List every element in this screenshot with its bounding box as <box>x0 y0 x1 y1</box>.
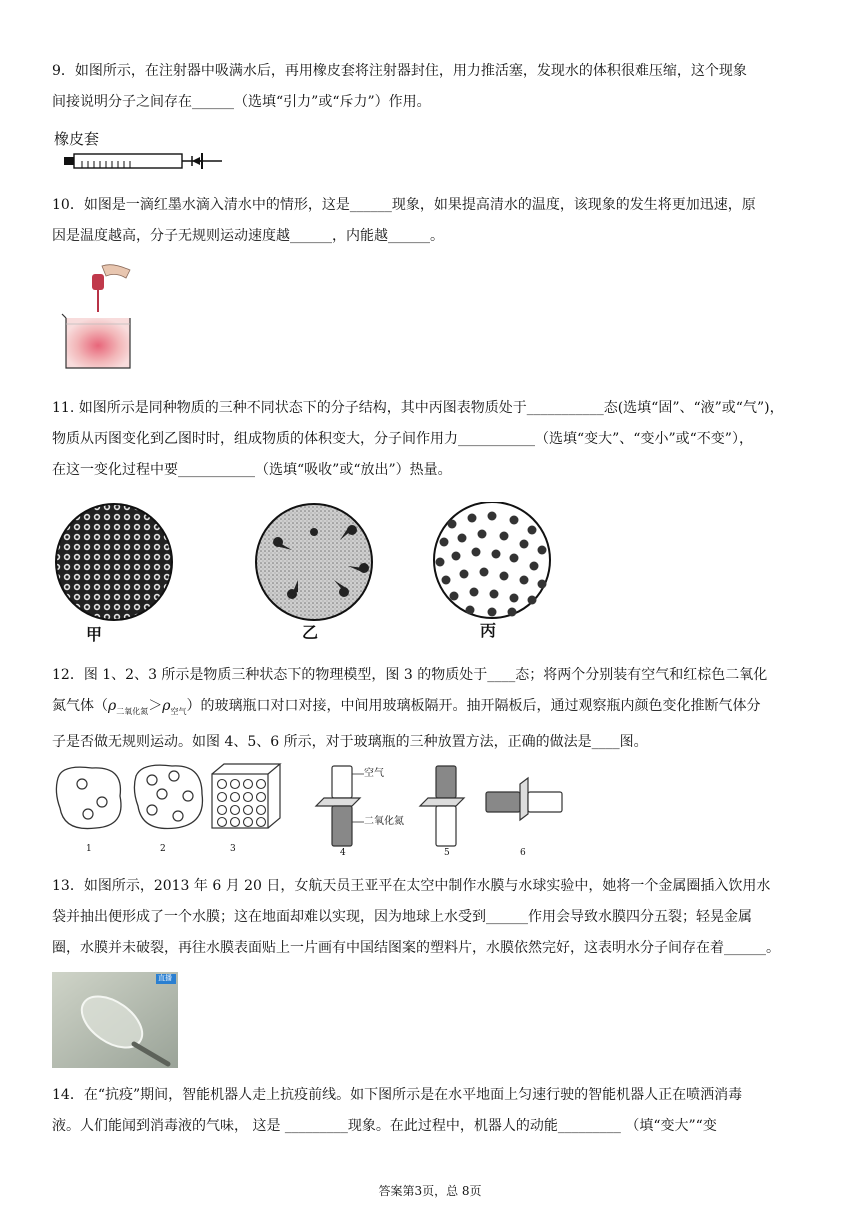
question-10 <box>52 190 812 252</box>
fig-num-5: 5 <box>444 848 450 858</box>
rho-symbol-2: ρ <box>162 698 171 714</box>
q13-line-3: 圈，水膜并未破裂，再往水膜表面贴上一片画有中国结图案的塑料片，水膜依然完好，这表明水分子间存在着______。 <box>52 940 780 956</box>
q13-line-1: 13．如图所示，2013 年 6 月 20 日，女航天员王亚平在太空中制作水膜与水球实验中，她将一个金属圈插入饮用水 <box>52 878 771 894</box>
water-film-photo <box>52 972 178 1068</box>
q12-line-3: 子是否做无规则运动。如图 4、5、6 所示，对于玻璃瓶的三种放置方法，正确的做法是____图。 <box>52 733 648 750</box>
rho-subscript-air: 空气 <box>170 706 187 716</box>
q11-line-3: 在这一变化过程中要___________（选填“吸收”或“放出”）热量。 <box>52 462 452 478</box>
live-badge: 直播 <box>158 974 172 982</box>
q14-line-2: 液。人们能闻到消毒液的气味， 这是 _________现象。在此过程中，机器人的动能_________ （填“变大”“变 <box>52 1118 717 1134</box>
syringe-label: 橡皮套 <box>54 130 100 148</box>
fig-num-6: 6 <box>520 848 526 858</box>
water-film-image <box>52 972 178 1068</box>
state-models-drawing <box>52 760 572 860</box>
q12-line-1: 12．图 1、2、3 所示是物质三种状态下的物理模型，图 3 的物质处于____态；将两个分别装有空气和红棕色二氧化 <box>52 667 768 683</box>
syringe-drawing <box>52 128 222 178</box>
q10-line-1: 10．如图是一滴红墨水滴入清水中的情形，这是______现象，如果提高清水的温度，该现象的发生将更加迅速，原 <box>52 197 756 213</box>
q11-line-2: 物质从丙图变化到乙图时时，组成物质的体积变大，分子间作用力___________（选填“变大”、“变小”或“不变”）， <box>52 431 753 447</box>
fig-num-2: 2 <box>160 844 166 854</box>
molecular-structure-figure <box>52 502 572 642</box>
q10-line-2: 因是温度越高，分子无规则运动速度越______，内能越______。 <box>52 228 444 244</box>
q12-line-2-start: 氮气体（ <box>52 698 108 714</box>
beaker-ink-figure <box>58 260 138 372</box>
q12-line-2-end: ）的玻璃瓶口对口对接，中间用玻璃板隔开。抽开隔板后，通过观察瓶内颜色变化推断气体分 <box>186 698 761 714</box>
state-models-figure <box>52 760 572 860</box>
question-9 <box>52 56 812 118</box>
syringe-figure <box>52 128 222 178</box>
fig-num-4: 4 <box>340 848 346 858</box>
question-13 <box>52 871 812 964</box>
q9-line-1: 9．如图所示，在注射器中吸满水后，再用橡皮套将注射器封住，用力推活塞，发现水的体积很难压缩，这个现象 <box>52 63 747 79</box>
fig-num-1: 1 <box>86 844 92 854</box>
q14-line-1: 14．在“抗疫”期间，智能机器人走上抗疫前线。如下图所示是在水平地面上匀速行驶的智能机器人正在喷洒消毒 <box>52 1087 743 1103</box>
rho-symbol: ρ <box>108 698 117 714</box>
label-yi: 乙 <box>302 623 319 642</box>
label-no2: 二氧化氮 <box>364 816 404 827</box>
question-14 <box>52 1080 812 1142</box>
q9-line-2: 间接说明分子之间存在______（选填“引力”或“斥力”）作用。 <box>52 94 431 110</box>
greater-than: ＞ <box>148 698 163 714</box>
q11-line-1: 11. 如图所示是同种物质的三种不同状态下的分子结构，其中丙图表物质处于___________态(选填“固”、“液”或“气”)， <box>52 400 784 416</box>
question-11 <box>52 393 812 486</box>
label-bing: 丙 <box>480 621 497 640</box>
fig-num-3: 3 <box>230 844 236 854</box>
label-air: 空气 <box>364 768 384 779</box>
q13-line-2: 袋并抽出便形成了一个水膜；这在地面却难以实现，因为地球上水受到______作用会导致水膜四分五裂；轻晃金属 <box>52 909 752 925</box>
question-12 <box>52 660 812 758</box>
push-arrow-icon <box>192 155 224 167</box>
beaker-drawing <box>58 260 138 372</box>
q12-line-2 <box>52 691 812 727</box>
rho-subscript-no2: 二氧化氮 <box>116 706 149 716</box>
label-jia: 甲 <box>86 625 103 644</box>
page-footer: 答案第3页，总 8页 <box>378 1184 482 1198</box>
